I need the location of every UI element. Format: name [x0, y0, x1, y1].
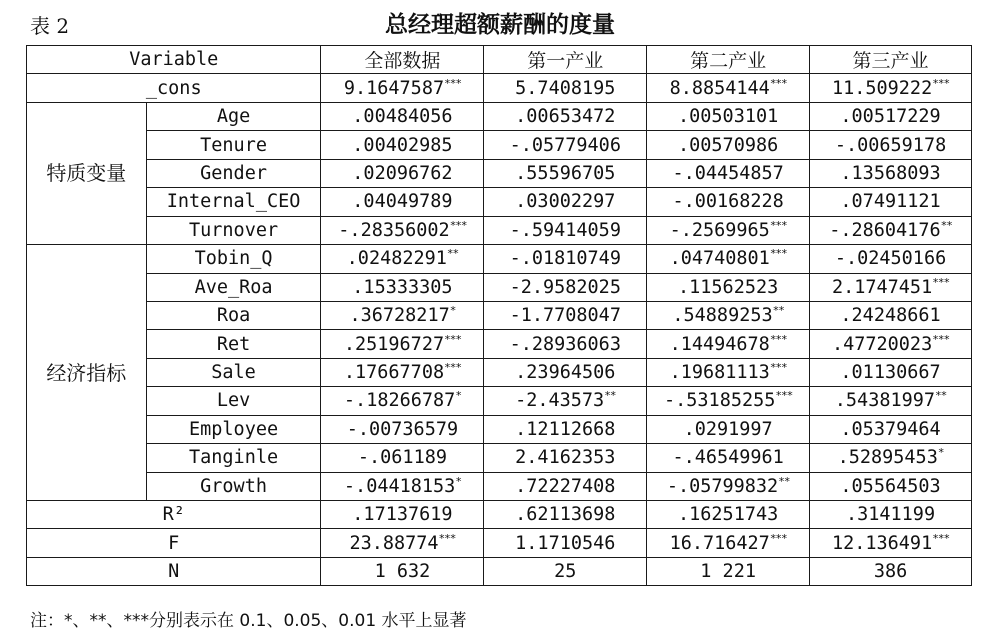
- coef-value: .00402985: [352, 134, 453, 156]
- coef-cell: [647, 330, 810, 358]
- coef-cell: [810, 387, 972, 415]
- significance-stars: ***: [769, 531, 787, 545]
- coef-value: -2.43573: [515, 390, 605, 412]
- significance-stars: ***: [932, 275, 950, 289]
- coef-value: .14494678: [669, 333, 770, 355]
- coef-value: .05379464: [840, 418, 941, 440]
- table-row: [27, 245, 972, 273]
- variable-label: _cons: [27, 74, 321, 102]
- table-row: [27, 301, 972, 329]
- coef-cell: [810, 245, 972, 273]
- coef-value: .07491121: [840, 191, 941, 213]
- coef-value: 8.8854144: [669, 77, 770, 99]
- coef-cell: [484, 74, 647, 102]
- table-row: [27, 472, 972, 500]
- significance-stars: **: [940, 218, 952, 232]
- coef-cell: [810, 529, 972, 557]
- table-row: [27, 358, 972, 386]
- coef-value: -.59414059: [509, 219, 621, 241]
- significance-stars: *: [937, 446, 944, 460]
- coef-cell: [647, 159, 810, 187]
- variable-label: Lev: [146, 387, 321, 415]
- coef-value: .52895453: [837, 447, 938, 469]
- coef-value: .16251743: [678, 504, 779, 526]
- coef-cell: [321, 444, 484, 472]
- coef-value: .00517229: [840, 106, 941, 128]
- coef-value: .55596705: [515, 162, 616, 184]
- coef-cell: [484, 330, 647, 358]
- coef-cell: [484, 529, 647, 557]
- coef-cell: [484, 358, 647, 386]
- variable-label: Ave_Roa: [146, 273, 321, 301]
- coef-cell: [484, 131, 647, 159]
- significance-stars: ***: [449, 218, 467, 232]
- coef-cell: [647, 301, 810, 329]
- coef-value: .72227408: [515, 475, 616, 497]
- coef-cell: [484, 159, 647, 187]
- coef-cell: [810, 273, 972, 301]
- coef-value: 2.4162353: [515, 447, 616, 469]
- significance-stars: ***: [769, 332, 787, 346]
- header-variable: Variable: [27, 46, 321, 74]
- coef-cell: [321, 358, 484, 386]
- coef-value: .15333305: [352, 276, 453, 298]
- significance-stars: **: [604, 389, 616, 403]
- coef-cell: [321, 74, 484, 102]
- significance-stars: ***: [444, 360, 461, 374]
- coef-cell: [810, 216, 972, 244]
- coef-cell: [810, 444, 972, 472]
- coef-value: -.2569965: [669, 219, 770, 241]
- coef-value: .23964506: [515, 362, 616, 384]
- coef-value: .01130667: [840, 362, 941, 384]
- coef-cell: [647, 444, 810, 472]
- header-column: 全部数据: [321, 46, 484, 74]
- coef-cell: [647, 529, 810, 557]
- significance-stars: ***: [438, 531, 456, 545]
- coef-cell: [647, 216, 810, 244]
- variable-label: Turnover: [146, 216, 321, 244]
- table-row: [27, 529, 972, 557]
- coef-value: .36728217: [349, 305, 450, 327]
- coef-value: .17137619: [352, 504, 453, 526]
- table-row: [27, 188, 972, 216]
- variable-label: Employee: [146, 415, 321, 443]
- coef-cell: [321, 273, 484, 301]
- coef-value: .04740801: [669, 248, 770, 270]
- variable-label: Tobin_Q: [146, 245, 321, 273]
- coef-value: .54381997: [834, 390, 936, 412]
- table-label: 表 2: [30, 14, 70, 38]
- coef-cell: [810, 330, 972, 358]
- variable-label: R²: [27, 501, 321, 529]
- coef-cell: [484, 216, 647, 244]
- coef-value: -.061189: [357, 447, 447, 469]
- coef-value: .24248661: [840, 305, 941, 327]
- coef-value: -.18266787: [343, 390, 456, 412]
- coef-cell: [647, 472, 810, 500]
- variable-label: Growth: [146, 472, 321, 500]
- coef-value: 11.509222: [831, 77, 933, 99]
- coef-value: .02096762: [352, 162, 453, 184]
- variable-label: N: [27, 557, 321, 585]
- coef-cell: [321, 188, 484, 216]
- significance-stars: ***: [775, 389, 793, 403]
- variable-label: Internal_CEO: [146, 188, 321, 216]
- significance-stars: ***: [932, 531, 950, 545]
- coef-cell: [810, 301, 972, 329]
- coef-cell: [647, 358, 810, 386]
- coef-value: 5.7408195: [515, 77, 616, 99]
- coef-value: .62113698: [515, 504, 616, 526]
- table-row: [27, 444, 972, 472]
- coef-cell: [810, 159, 972, 187]
- coef-cell: [647, 415, 810, 443]
- significance-stars: **: [778, 474, 790, 488]
- variable-label: Ret: [146, 330, 321, 358]
- coef-value: -.04418153: [343, 475, 456, 497]
- significance-stars: *: [455, 389, 461, 403]
- coef-value: 1 632: [374, 561, 431, 583]
- coef-cell: [484, 273, 647, 301]
- coef-value: .00653472: [515, 106, 616, 128]
- table-row: [27, 216, 972, 244]
- coef-cell: [321, 557, 484, 585]
- coef-cell: [321, 301, 484, 329]
- footnote: 注：*、**、***分别表示在 0.1、0.05、0.01 水平上显著: [30, 611, 467, 631]
- coef-cell: [321, 387, 484, 415]
- variable-label: F: [27, 529, 321, 557]
- coef-value: .47720023: [831, 333, 933, 355]
- group-economic: 经济指标: [27, 245, 147, 501]
- table-row: [27, 387, 972, 415]
- coef-value: .04049789: [352, 191, 453, 213]
- coef-value: 386: [873, 561, 908, 583]
- coef-value: .03002297: [515, 191, 616, 213]
- coef-value: 25: [554, 561, 577, 583]
- coef-value: -.28356002: [338, 219, 450, 241]
- variable-label: Roa: [146, 301, 321, 329]
- table-row: [27, 415, 972, 443]
- significance-stars: ***: [932, 332, 950, 346]
- coef-cell: [321, 159, 484, 187]
- coef-value: 9.1647587: [343, 77, 445, 99]
- significance-stars: ***: [932, 76, 950, 90]
- table-row: [27, 74, 972, 102]
- coef-cell: [321, 501, 484, 529]
- coef-value: -.00168228: [672, 191, 784, 213]
- variable-label: Gender: [146, 159, 321, 187]
- coef-cell: [484, 245, 647, 273]
- coef-value: .00570986: [678, 134, 779, 156]
- coef-cell: [647, 273, 810, 301]
- coef-value: .00484056: [352, 106, 453, 128]
- coef-cell: [484, 102, 647, 130]
- variable-label: Tenure: [146, 131, 321, 159]
- coef-value: 23.88774: [349, 532, 439, 554]
- table-row: [27, 330, 972, 358]
- coef-cell: [484, 415, 647, 443]
- coef-value: 16.716427: [669, 532, 770, 554]
- coef-cell: [810, 188, 972, 216]
- coef-value: .05564503: [840, 475, 941, 497]
- coef-cell: [321, 102, 484, 130]
- coef-value: .19681113: [669, 362, 770, 384]
- coef-cell: [810, 415, 972, 443]
- header-column: 第一产业: [484, 46, 647, 74]
- coef-cell: [484, 501, 647, 529]
- coef-value: -2.9582025: [509, 276, 621, 298]
- table-row: [27, 557, 972, 585]
- regression-table: [26, 45, 972, 586]
- coef-cell: [484, 188, 647, 216]
- significance-stars: **: [772, 304, 784, 317]
- coef-value: 1.1710546: [515, 532, 616, 554]
- significance-stars: ***: [444, 76, 461, 90]
- coef-value: .02482291: [346, 248, 447, 270]
- coef-value: -.28936063: [509, 333, 621, 355]
- coef-cell: [810, 358, 972, 386]
- coef-cell: [321, 131, 484, 159]
- coef-value: .12112668: [515, 418, 616, 440]
- coef-cell: [647, 131, 810, 159]
- coef-value: 12.136491: [831, 532, 933, 554]
- coef-value: -.01810749: [509, 248, 621, 270]
- coef-cell: [484, 472, 647, 500]
- table-row: [27, 501, 972, 529]
- coef-value: .00503101: [678, 106, 779, 128]
- coef-cell: [647, 188, 810, 216]
- variable-label: Sale: [146, 358, 321, 386]
- significance-stars: ***: [769, 218, 787, 232]
- coef-cell: [321, 330, 484, 358]
- table-row: [27, 102, 972, 130]
- coef-cell: [321, 216, 484, 244]
- significance-stars: **: [935, 389, 947, 403]
- coef-value: -1.7708047: [509, 305, 621, 327]
- coef-cell: [321, 529, 484, 557]
- coef-value: .11562523: [678, 276, 779, 298]
- variable-label: Tanginle: [146, 444, 321, 472]
- significance-stars: ***: [444, 332, 461, 346]
- coef-cell: [810, 501, 972, 529]
- header-column: 第二产业: [647, 46, 810, 74]
- coef-value: .25196727: [343, 333, 445, 355]
- coef-value: .17667708: [343, 362, 445, 384]
- coef-value: .3141199: [845, 504, 936, 526]
- coef-value: .0291997: [683, 418, 773, 440]
- coef-cell: [810, 102, 972, 130]
- coef-value: -.53185255: [664, 390, 776, 412]
- coef-value: -.04454857: [672, 162, 784, 184]
- coef-cell: [484, 444, 647, 472]
- coef-cell: [484, 557, 647, 585]
- coef-cell: [647, 387, 810, 415]
- coef-cell: [810, 557, 972, 585]
- coef-value: .54889253: [672, 305, 773, 327]
- coef-cell: [810, 74, 972, 102]
- coef-cell: [321, 472, 484, 500]
- coef-value: 2.1747451: [831, 276, 933, 298]
- coef-cell: [810, 131, 972, 159]
- coef-cell: [647, 245, 810, 273]
- coef-value: -.02450166: [834, 248, 947, 270]
- coef-value: -.28604176: [829, 219, 941, 241]
- coef-value: -.00736579: [346, 418, 459, 440]
- significance-stars: **: [446, 247, 459, 261]
- significance-stars: *: [449, 304, 456, 317]
- coef-cell: [647, 102, 810, 130]
- significance-stars: ***: [769, 76, 787, 90]
- group-traits: 特质变量: [27, 102, 147, 244]
- coef-cell: [810, 472, 972, 500]
- header-column: 第三产业: [810, 46, 972, 74]
- coef-cell: [321, 245, 484, 273]
- coef-cell: [321, 415, 484, 443]
- variable-label: Age: [146, 102, 321, 130]
- coef-value: .13568093: [840, 162, 941, 184]
- table-row: [27, 273, 972, 301]
- significance-stars: ***: [769, 247, 787, 261]
- significance-stars: ***: [769, 360, 787, 374]
- significance-stars: *: [455, 474, 461, 488]
- coef-cell: [647, 74, 810, 102]
- table-title: 总经理超额薪酬的度量: [385, 12, 615, 38]
- header-row: [27, 46, 972, 74]
- coef-cell: [484, 387, 647, 415]
- coef-value: -.05779406: [509, 134, 621, 156]
- coef-value: -.05799832: [666, 475, 779, 497]
- coef-value: -.46549961: [672, 447, 784, 469]
- coef-cell: [484, 301, 647, 329]
- coef-value: 1 221: [700, 561, 756, 583]
- table-row: [27, 131, 972, 159]
- coef-value: -.00659178: [834, 134, 947, 156]
- coef-cell: [647, 501, 810, 529]
- table-row: [27, 159, 972, 187]
- coef-cell: [647, 557, 810, 585]
